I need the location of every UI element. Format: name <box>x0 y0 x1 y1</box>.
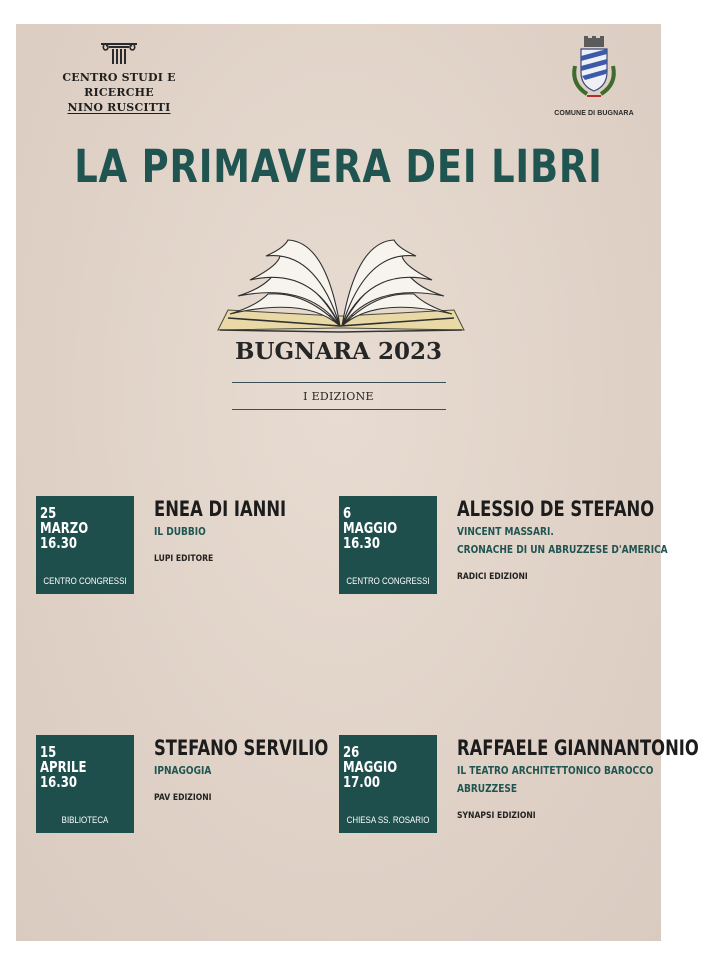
event-book-title-line2: CRONACHE DI UN ABRUZZESE D'AMERICA <box>457 543 668 556</box>
page-title: LA PRIMAVERA DEI LIBRI <box>74 140 603 193</box>
event-time: 16.30 <box>40 534 78 552</box>
event-month: MAGGIO <box>343 519 398 537</box>
event-day: 15 <box>40 743 57 761</box>
event-publisher: LUPI EDITORE <box>154 554 214 564</box>
organization-logo <box>34 40 204 115</box>
event-publisher: RADICI EDIZIONI <box>457 572 528 582</box>
edition-label: I EDIZIONE <box>303 390 374 403</box>
event-place: CENTRO CONGRESSI <box>346 576 430 586</box>
event-day: 6 <box>343 504 352 522</box>
event-book-title: VINCENT MASSARI. <box>457 525 554 538</box>
event-date-box <box>36 735 134 833</box>
event-month: MARZO <box>40 519 89 537</box>
event-date-box <box>36 496 134 594</box>
org-name-line1: CENTRO STUDI E RICERCHE <box>62 71 176 99</box>
event-card <box>36 496 356 596</box>
open-book-icon <box>216 236 466 336</box>
event-day: 26 <box>343 743 360 761</box>
event-book-title: IPNAGOGIA <box>154 764 212 777</box>
event-place: CENTRO CONGRESSI <box>43 576 127 586</box>
event-card <box>339 735 699 835</box>
event-place: CHIESA SS. ROSARIO <box>346 815 430 825</box>
event-author: ALESSIO DE STEFANO <box>457 497 655 521</box>
comune-logo <box>554 36 634 117</box>
event-month: APRILE <box>40 758 87 776</box>
event-book-title-line2: ABRUZZESE <box>457 782 518 795</box>
event-month: MAGGIO <box>343 758 398 776</box>
event-card <box>36 735 356 835</box>
subtitle: BUGNARA 2023 <box>235 338 442 365</box>
event-author: STEFANO SERVILIO <box>154 736 329 760</box>
coat-of-arms-icon <box>567 36 621 102</box>
event-place: BIBLIOTECA <box>61 815 109 825</box>
event-publisher: SYNAPSI EDIZIONI <box>457 811 536 821</box>
divider <box>232 382 446 383</box>
comune-label: COMUNE DI BUGNARA <box>554 110 634 117</box>
event-card <box>339 496 668 596</box>
event-time: 16.30 <box>343 534 381 552</box>
event-time: 16.30 <box>40 773 78 791</box>
event-time: 17.00 <box>343 773 381 791</box>
event-date-box <box>339 735 437 833</box>
event-publisher: PAV EDIZIONI <box>154 793 212 803</box>
event-date-box <box>339 496 437 594</box>
org-name-line2: NINO RUSCITTI <box>67 101 171 114</box>
event-day: 25 <box>40 504 57 522</box>
event-author: ENEA DI IANNI <box>154 497 287 521</box>
divider <box>232 409 446 410</box>
event-book-title: IL DUBBIO <box>154 525 206 538</box>
poster <box>16 24 699 941</box>
event-book-title: IL TEATRO ARCHITETTONICO BAROCCO <box>457 764 654 777</box>
column-capital-icon <box>100 40 138 66</box>
event-author: RAFFAELE GIANNANTONIO <box>457 736 699 760</box>
